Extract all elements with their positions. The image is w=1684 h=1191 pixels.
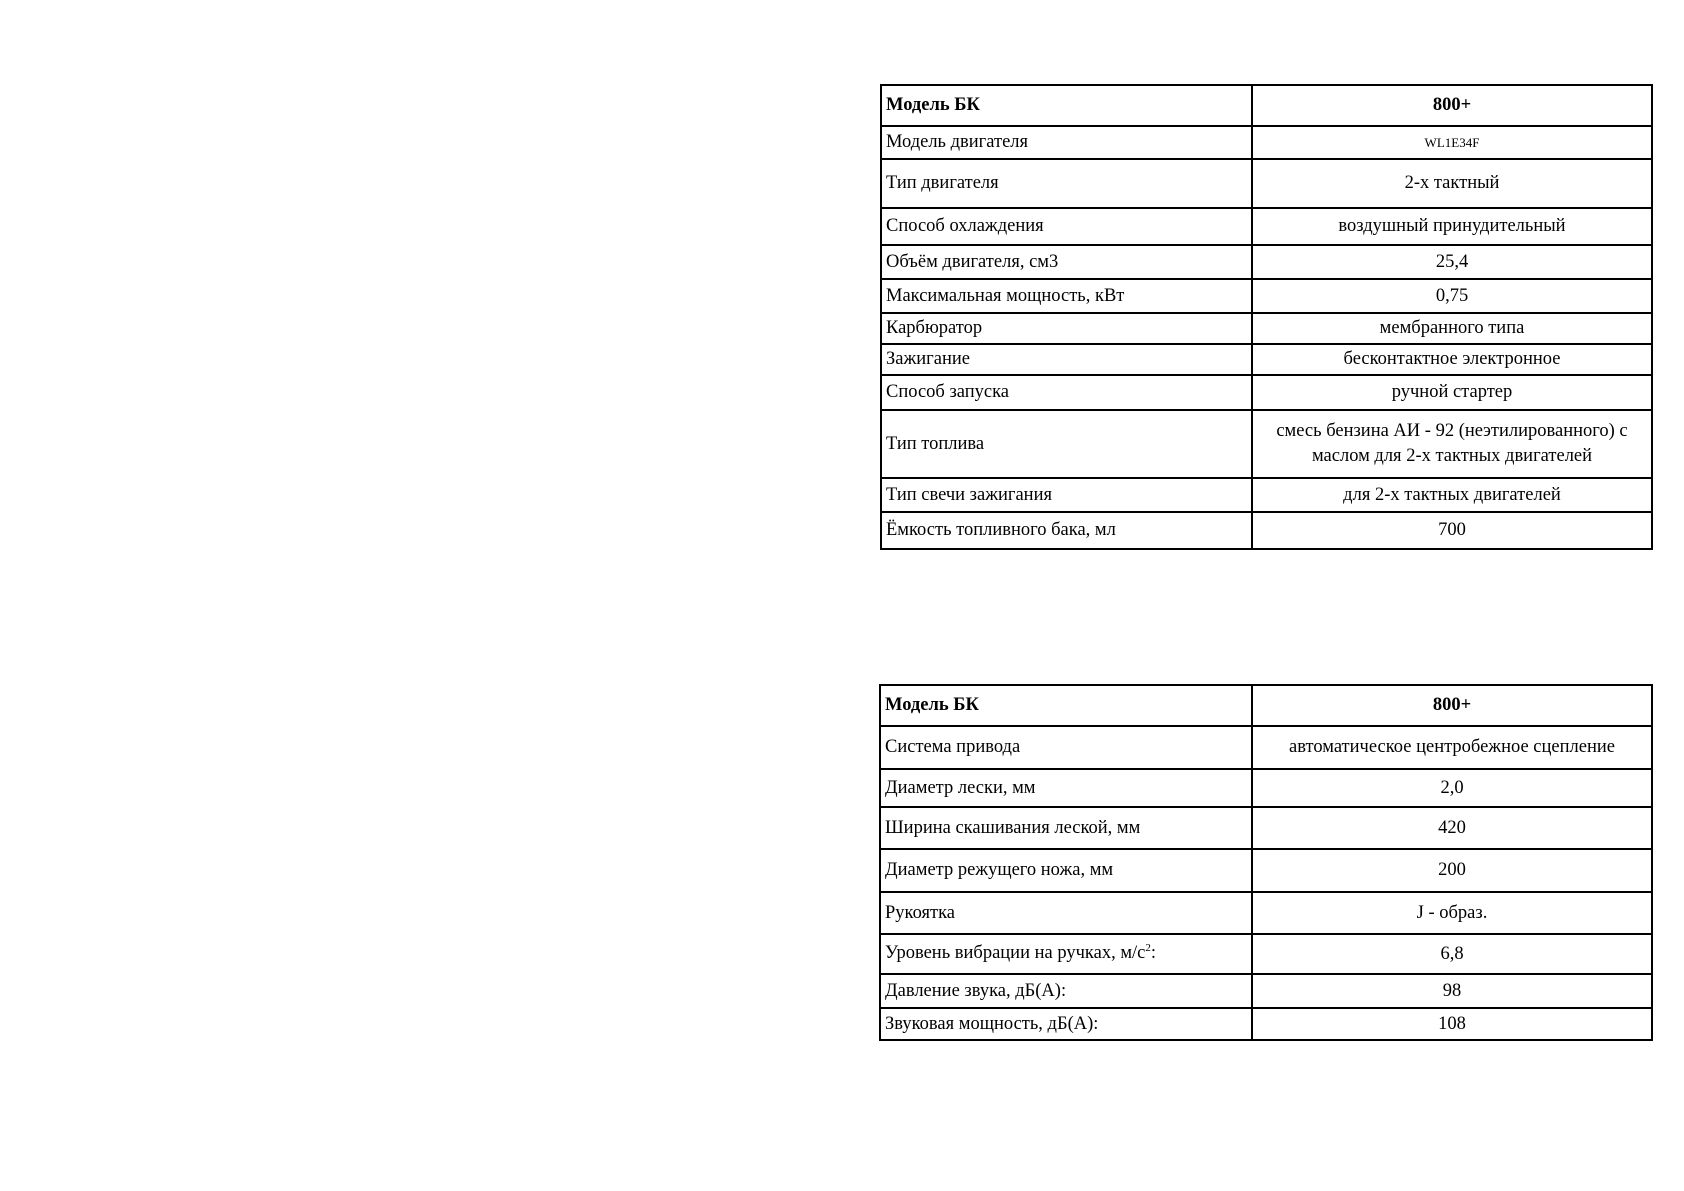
param-cell: Рукоятка	[880, 892, 1252, 934]
table-row	[880, 726, 1652, 769]
table-row	[881, 344, 1652, 375]
table-row	[881, 410, 1652, 478]
table-row	[881, 478, 1652, 512]
value-cell: воздушный принудительный	[1252, 208, 1652, 245]
table-row	[880, 1008, 1652, 1040]
param-colon: :	[1150, 943, 1157, 964]
table-row	[881, 126, 1652, 159]
header-value-cell: 800+	[1252, 685, 1652, 726]
value-cell: 0,75	[1252, 279, 1652, 313]
value-line-1: смесь бензина АИ - 92 (неэтилированного) с	[1276, 421, 1628, 442]
table-row	[880, 974, 1652, 1008]
param-cell: Диаметр режущего ножа, мм	[880, 849, 1252, 892]
table-row	[881, 279, 1652, 313]
value-cell: J - образ.	[1252, 892, 1652, 934]
table-row	[881, 208, 1652, 245]
param-text: Уровень вибрации на ручках, м/с	[885, 943, 1146, 964]
param-cell: Система привода	[880, 726, 1252, 769]
value-cell: 6,8	[1252, 934, 1652, 974]
table-row	[880, 849, 1652, 892]
header-value-cell: 800+	[1252, 85, 1652, 126]
param-cell	[880, 934, 1252, 974]
table-row	[881, 375, 1652, 410]
value-cell: 700	[1252, 512, 1652, 549]
value-cell: 420	[1252, 807, 1652, 849]
param-cell: Диаметр лески, мм	[880, 769, 1252, 807]
table-header-row	[880, 685, 1652, 726]
value-cell: WL1E34F	[1252, 126, 1652, 159]
table-row	[880, 769, 1652, 807]
value-cell: ручной стартер	[1252, 375, 1652, 410]
header-param-cell: Модель БК	[880, 685, 1252, 726]
param-cell: Карбюратор	[881, 313, 1252, 344]
value-cell: бесконтактное электронное	[1252, 344, 1652, 375]
param-cell: Звуковая мощность, дБ(А):	[880, 1008, 1252, 1040]
param-cell: Ёмкость топливного бака, мл	[881, 512, 1252, 549]
table-row	[881, 159, 1652, 208]
value-cell: 98	[1252, 974, 1652, 1008]
param-cell: Зажигание	[881, 344, 1252, 375]
value-cell	[1252, 410, 1652, 478]
table-row	[881, 245, 1652, 279]
value-cell: 200	[1252, 849, 1652, 892]
param-cell: Тип двигателя	[881, 159, 1252, 208]
table-header-row	[881, 85, 1652, 126]
value-line-2: маслом для 2-х тактных двигателей	[1311, 446, 1593, 466]
value-cell: мембранного типа	[1252, 313, 1652, 344]
value-cell: 2,0	[1252, 769, 1652, 807]
superscript-2: 2	[1145, 942, 1151, 955]
table-row	[880, 892, 1652, 934]
trimmer-spec-table	[879, 684, 1653, 1041]
value-cell: 2-х тактный	[1252, 159, 1652, 208]
param-cell: Объём двигателя, см3	[881, 245, 1252, 279]
param-cell: Ширина скашивания леской, мм	[880, 807, 1252, 849]
table-row	[880, 934, 1652, 974]
value-cell: автоматическое центробежное сцепление	[1252, 726, 1652, 769]
param-cell: Модель двигателя	[881, 126, 1252, 159]
table-row	[880, 807, 1652, 849]
engine-spec-table	[880, 84, 1653, 550]
param-cell: Давление звука, дБ(А):	[880, 974, 1252, 1008]
table-row	[881, 512, 1652, 549]
param-cell: Максимальная мощность, кВт	[881, 279, 1252, 313]
param-cell: Тип свечи зажигания	[881, 478, 1252, 512]
param-cell: Тип топлива	[881, 410, 1252, 478]
table-row	[881, 313, 1652, 344]
param-cell: Способ охлаждения	[881, 208, 1252, 245]
value-cell: 25,4	[1252, 245, 1652, 279]
value-cell: для 2-х тактных двигателей	[1252, 478, 1652, 512]
param-cell: Способ запуска	[881, 375, 1252, 410]
header-param-cell: Модель БК	[881, 85, 1252, 126]
value-cell: 108	[1252, 1008, 1652, 1040]
